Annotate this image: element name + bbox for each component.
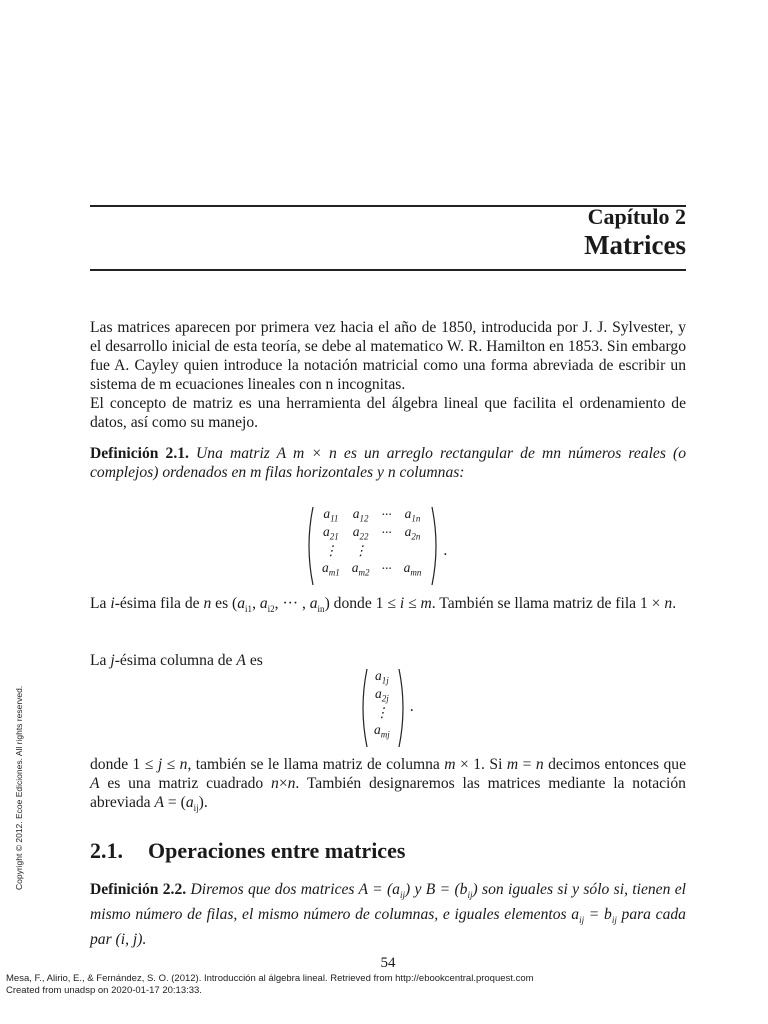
column-vector bbox=[368, 668, 414, 740]
definition-2-1-body: Una matriz A m × n es un arreglo rectangular de mn números reales (o complejos) ordenados en m filas horizontales y n columnas: bbox=[90, 445, 686, 481]
chapter-title: Matrices bbox=[584, 230, 686, 260]
column-cell: $a_{mj}$ bbox=[374, 722, 390, 740]
matrix-cell: ··· bbox=[381, 561, 392, 576]
left-paren bbox=[358, 668, 368, 748]
matrix-cell: $a_{m2}$ bbox=[351, 560, 370, 578]
matrix-row bbox=[316, 542, 427, 560]
matrix-cell: $a_{2n}$ bbox=[404, 524, 421, 542]
column-cell: $a_{1j}$ bbox=[374, 668, 389, 686]
matrix-cell bbox=[376, 542, 398, 560]
matrix-row bbox=[316, 560, 427, 578]
matrix-cell: $a_{12}$ bbox=[352, 506, 369, 524]
column-description: donde 1 ≤ j ≤ n, también se le llama matriz de columna m × 1. Si m = n decimos entonces que A es una matriz cuadrado n×n. También designaremos las matrices mediante la notación abreviada $A = (a_{ij})$. bbox=[90, 756, 687, 814]
matrix-cell: ⋮ bbox=[324, 543, 338, 558]
column-vector-table bbox=[368, 668, 396, 740]
definition-2-1-head: Definición 2.1. bbox=[90, 445, 189, 462]
intro-text bbox=[90, 318, 686, 432]
column-cell: $a_{2j}$ bbox=[374, 686, 389, 704]
row-description: La i-ésima fila de n es ($a_{i1}$, $a_{i2}$, ··· , $a_{in}$) donde 1 ≤ i ≤ m. También se llama matriz de fila 1 × n. bbox=[90, 595, 677, 615]
column-row bbox=[368, 722, 396, 740]
matrix-a bbox=[316, 506, 448, 578]
matrix-cell: $a_{21}$ bbox=[323, 524, 339, 542]
chapter-bottom-rule bbox=[90, 269, 686, 271]
intro-paragraph-2: El concepto de matriz es una herramienta del álgebra lineal que facilita el ordenamiento de datos, así como su manejo. bbox=[90, 395, 686, 431]
matrix-cell: $a_{m1}$ bbox=[322, 560, 340, 578]
column-row bbox=[368, 668, 396, 686]
matrix-cell: $a_{mn}$ bbox=[403, 560, 422, 578]
matrix-cell: ··· bbox=[381, 507, 392, 522]
matrix-cell bbox=[398, 542, 428, 560]
definition-2-2 bbox=[90, 880, 686, 949]
section-number: 2.1. bbox=[90, 838, 123, 863]
footer-citation: Mesa, F., Alirio, E., & Fernández, S. O. (2012). Introducción al álgebra lineal. Retrieved from http://ebookcentral.proquest.com bbox=[6, 973, 534, 984]
footer-created: Created from unadsp on 2020-01-17 20:13:33. bbox=[6, 985, 202, 996]
intro-paragraph-1: Las matrices aparecen por primera vez hacia el año de 1850, introducida por J. J. Sylvester, y el desarrollo inicial de esta teoría, se debe al matematico W. R. Hamilton en 1853. Sin embargo fue A. Cayley quien introduce la notación matricial como una forma abreviada de escribir un sistema de m ecuaciones lineales con n incognitas. bbox=[90, 319, 686, 393]
matrix-cell: $a_{1n}$ bbox=[404, 506, 421, 524]
matrix-a-table bbox=[316, 506, 427, 578]
matrix-cell: $a_{22}$ bbox=[352, 524, 369, 542]
matrix-period: . bbox=[443, 542, 448, 559]
page-number: 54 bbox=[380, 955, 396, 971]
definition-2-2-body: Diremos que dos matrices $A = (a_{ij})$ y $B = (b_{ij})$ son iguales si y sólo si, tienen el mismo número de filas, el mismo número de columnas, e iguales elementos $a_{ij} = b_{ij}$ para cada par (i, j). bbox=[90, 881, 686, 949]
section-heading bbox=[90, 838, 405, 864]
side-copyright: Copyright © 2012. Ecoe Ediciones. All rights reserved. bbox=[14, 685, 24, 890]
right-paren bbox=[398, 668, 408, 748]
right-paren bbox=[431, 506, 441, 586]
section-title: Operaciones entre matrices bbox=[148, 838, 406, 863]
left-paren bbox=[304, 506, 314, 586]
column-period: . bbox=[409, 698, 414, 715]
definition-2-2-head: Definición 2.2. bbox=[90, 881, 187, 898]
definition-2-1 bbox=[90, 444, 686, 482]
matrix-cell: $a_{11}$ bbox=[323, 506, 339, 524]
column-intro: La j-ésima columna de A es bbox=[90, 652, 263, 669]
matrix-cell: ··· bbox=[381, 525, 392, 540]
matrix-cell: ⋮ bbox=[353, 543, 368, 558]
column-row bbox=[368, 704, 396, 722]
matrix-row bbox=[316, 506, 427, 524]
chapter-label: Capítulo 2 bbox=[587, 204, 686, 229]
column-row bbox=[368, 686, 396, 704]
column-cell: ⋮ bbox=[375, 705, 389, 720]
matrix-row bbox=[316, 524, 427, 542]
